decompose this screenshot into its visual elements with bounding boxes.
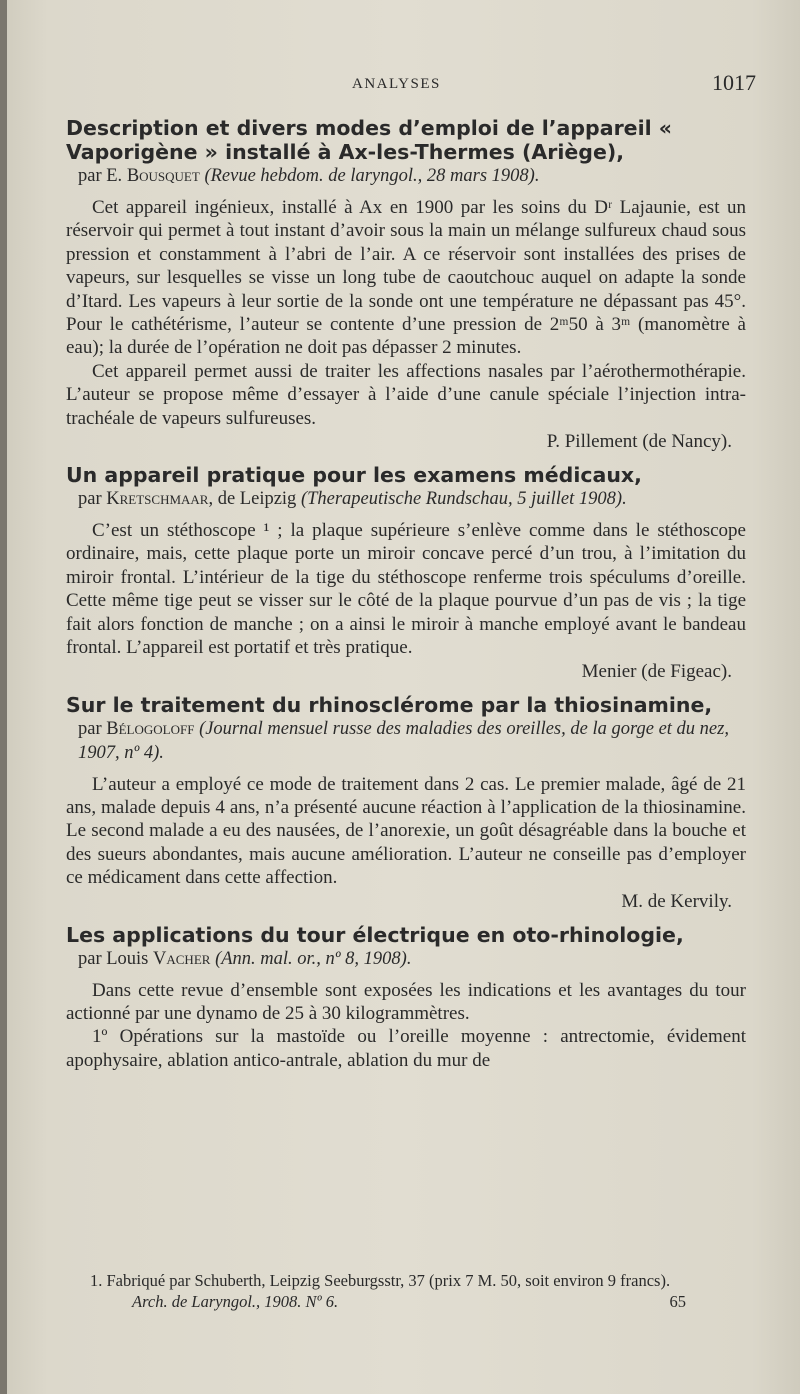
- article-title: Les applications du tour électrique en oto-rhinologie,: [66, 922, 684, 947]
- paragraph: Cet appareil permet aussi de traiter les affections nasales par l’aérothermothérapie. L’auteur se propose même d’essayer à l’aide d’une canule spéciale l’injection intra-trachéale de vapeurs sulfureuses.: [66, 360, 746, 429]
- article-byline: [78, 164, 746, 188]
- running-head: ANALYSES: [352, 76, 441, 92]
- article-signature: Menier (de Figeac).: [581, 660, 732, 682]
- footnote: [76, 1270, 748, 1291]
- page-number: 1017: [712, 70, 756, 95]
- article-source: (Ann. mal. or., nº 8, 1908).: [215, 948, 412, 969]
- article-byline: [78, 717, 746, 765]
- byline-location: , de Leipzig: [208, 489, 301, 510]
- byline-prefix: par Louis: [78, 948, 154, 969]
- article-vaporigene: [66, 116, 746, 453]
- sheet-number: 65: [669, 1292, 686, 1311]
- journal-signature-line: [132, 1291, 748, 1312]
- article-tour-electrique: [66, 923, 746, 1073]
- author-name: Vacher: [153, 948, 211, 969]
- article-source: (Therapeutische Rundschau, 5 juillet 1908).: [300, 489, 627, 510]
- byline-prefix: par E.: [78, 166, 127, 186]
- byline-prefix: par: [78, 489, 107, 510]
- article-title: Un appareil pratique pour les examens médicaux,: [66, 463, 642, 488]
- article-column: [66, 116, 746, 1072]
- paragraph: 1º Opérations sur la mastoïde ou l’oreille moyenne : antrectomie, évidement apophysaire, ablation antico-antrale, ablation du mur de: [66, 1026, 746, 1071]
- footnote-text: 1. Fabriqué par Schuberth, Leipzig Seeburgsstr, 37 (prix 7 M. 50, soit environ 9 francs).: [90, 1271, 671, 1290]
- article-title: Sur le traitement du rhinosclérome par la thiosinamine,: [66, 692, 713, 717]
- journal-source: Arch. de Laryngol., 1908. Nº 6.: [132, 1292, 339, 1311]
- article-signature: M. de Kervily.: [621, 890, 732, 912]
- article-title: Description et divers modes d’emploi de l’appareil « Vaporigène » installé à Ax-les-Thermes (Ariège),: [66, 116, 673, 164]
- article-rhinosclerome: [66, 693, 746, 913]
- author-name: Bousquet: [126, 166, 200, 186]
- author-name: Bélogoloff: [106, 718, 195, 739]
- paragraph: L’auteur a employé ce mode de traitement dans 2 cas. Le premier malade, âgé de 21 ans, malade depuis 4 ans, n’a présenté aucune réaction à l’application de la thiosinamine. Le second malade a eu des nausées, de l’anorexie, un goût désagréable dans la bouche et des sueurs abondantes, mais aucune amélioration. L’auteur ne conseille pas d’employer ce médicament dans cette affection.: [66, 773, 746, 889]
- paragraph: C’est un stéthoscope ¹ ; la plaque supérieure s’enlève comme dans le stéthoscope ordinaire, mais, cette plaque porte un miroir concave percé d’un trou, à l’imitation du miroir frontal. L’intérieur de la tige du stéthoscope renferme trois spéculums d’oreille. Cette même tige peut se visser sur le côté de la plaque pourvue d’un pas de vis ; la tige fait alors fonction de manche ; on a ainsi le miroir à manche employé avant le bandeau frontal. L’appareil est portatif et très pratique.: [66, 520, 746, 659]
- byline-prefix: par: [78, 718, 107, 739]
- paragraph: Cet appareil ingénieux, installé à Ax en 1900 par les soins du Dʳ Lajaunie, est un réservoir qui permet à tout instant d’avoir sous la main un mélange sulfureux chaud sous pression et constamment à l’abri de l’air. A ce réservoir sont installées des prises de vapeurs, sur lesquelles se visse un long tube de caoutchouc auquel on adapte la sonde d’Itard. Les vapeurs à leur sortie de la sonde ont une température ne dépassant pas 45°. Pour le cathétérisme, l’auteur se contente d’une pression de 2ᵐ50 à 3ᵐ (manomètre à eau); la durée de l’opération ne doit pas dépasser 2 minutes.: [66, 197, 746, 359]
- author-name: Kretschmaar: [106, 489, 209, 510]
- page-binding-edge: [0, 0, 7, 1394]
- article-source: (Journal mensuel russe des maladies des oreilles, de la gorge et du nez, 1907, nº 4).: [78, 718, 729, 763]
- article-byline: [78, 947, 746, 971]
- article-appareil-pratique: [66, 463, 746, 682]
- paragraph: Dans cette revue d’ensemble sont exposées les indications et les avantages du tour actionné par une dynamo de 25 à 30 kilogrammètres.: [66, 979, 746, 1024]
- article-signature: P. Pillement (de Nancy).: [546, 431, 732, 453]
- footnotes: [76, 1270, 748, 1312]
- article-byline: [78, 487, 746, 511]
- article-source: (Revue hebdom. de laryngol., 28 mars 1908).: [204, 166, 540, 186]
